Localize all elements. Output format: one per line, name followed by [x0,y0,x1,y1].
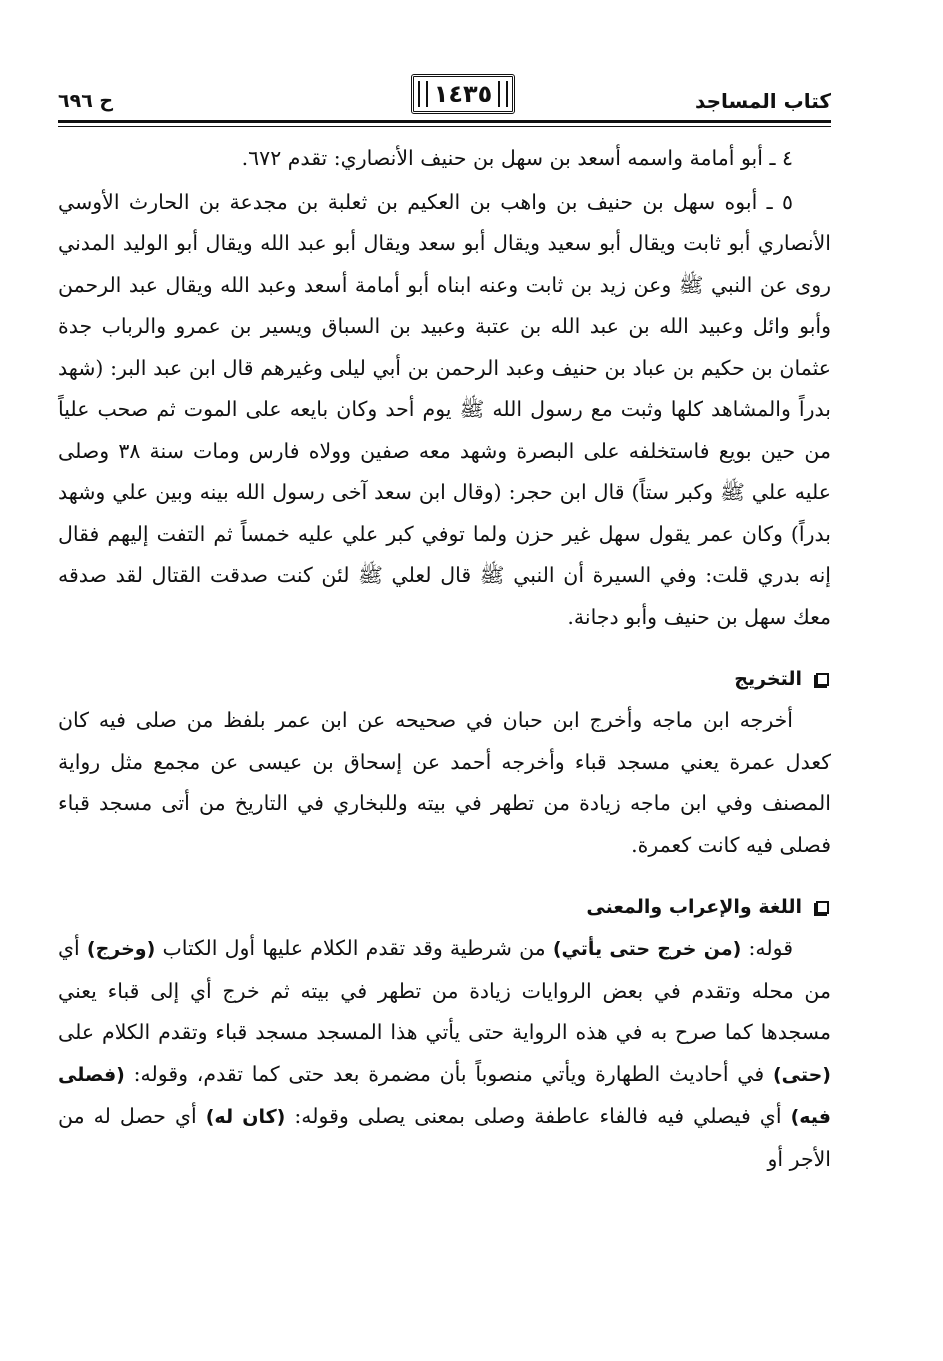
page-content [58,138,831,1180]
lugha-heading-label: اللغة والإعراب والمعنى [586,896,802,918]
hadith-number: ١٤٣٥ [433,80,493,108]
narrator-note-5: ٥ ـ أبوه سهل بن حنيف بن واهب بن العكيم بن ثعلبة بن مجدعة بن الحارث الأوسي الأنصاري أبو ثابت ويقال أبو سعيد ويقال أبو سعد ويقال أبو عبد الله ويقال أبو الوليد المدني روى عن النبي ﷺ وعن زيد بن ثابت وعنه ابناه أبو أمامة أسعد وعبد الله ويقال عبد الرحمن وأبو وائل وعبيد الله بن عبد الله بن عتبة وعبيد بن السباق ويسير بن عمرو والرباب جدة عثمان بن حكيم بن عباد بن حنيف وعبد الرحمن بن أبي ليلى وغيرهم قال ابن عبد البر: (شهد بدراً والمشاهد كلها وثبت مع رسول الله ﷺ يوم أحد وكان بايعه على الموت ثم صحب علياً من حين بويع فاستخلفه على البصرة وشهد معه صفين وولاه فارس ومات سنة ٣٨ وصلى عليه علي ﷺ وكبر ستاً) قال ابن حجر: (وقال ابن سعد آخى رسول الله بينه وبين علي وشهد بدراً) وكان عمر يقول سهل غير حزن ولما توفي كبر علي عليه خمساً ثم التفت إليهم فقال إنه بدري قلت: وفي السيرة أن النبي ﷺ قال لعلي ﷺ لئن كنت صدقت القتال لقد صدقه معك سهل بن حنيف وأبو دجانة. [58,189,831,629]
square-bullet-icon [816,901,829,914]
lugha-segment: أي فيصلي فيه فالفاء عاطفة وصلى بمعنى يصلى وقوله: [285,1104,791,1128]
lugha-keyword: (فصلى فيه) [58,1063,831,1128]
takhrij-heading-label: التخريج [734,668,802,690]
lugha-segment: في أحاديث الطهارة ويأتي منصوباً بأن مضمرة بعد حتى كما تقدم، وقوله: [124,1061,773,1086]
page-header [58,58,831,126]
hadith-number-box [411,74,515,114]
lugha-keyword: (حتى) [772,1063,831,1086]
lugha-heading [58,888,831,926]
lugha-paragraph [58,928,831,1180]
narrator-note-4: ٤ ـ أبو أمامة واسمه أسعد بن سهل بن حنيف الأنصاري: تقدم ٦٧٢. [241,146,793,170]
book-title: كتاب المساجد [695,89,831,113]
lugha-segment: أي من محله وتقدم في بعض الروايات زيادة من تطهر في بيته ثم خرج أي إلى قباء يعني مسجدها كما صرح به في هذه الرواية حتى يأتي هذا المسجد مسجد قباء وتقدم الكلام على [58,936,831,1044]
lugha-segment: من شرطية وقد تقدم الكلام عليها أول الكتاب [155,936,553,960]
takhrij-heading [58,660,831,698]
square-bullet-icon [816,673,829,686]
takhrij-paragraph: أخرجه ابن ماجه وأخرج ابن حبان في صحيحه عن ابن عمر بلفظ من صلى فيه كان كعدل عمرة يعني مسجد قباء وأخرجه أحمد عن إسحاق بن عيسى عن مجمع مثل رواية المصنف وفي ابن ماجه زيادة من تطهر في بيته وللبخاري في التاريخ من أتى مسجد قباء فصلى فيه كانت كعمرة. [58,708,831,857]
lugha-segment: قوله: [741,936,793,960]
lugha-keyword: (وخرج) [86,938,156,960]
lugha-segment: أي حصل له من الأجر أو [58,1104,831,1171]
lugha-keyword: (كان له) [205,1106,286,1128]
header-rule-thin [58,126,831,127]
hadith-reference: ح ٦٩٦ [58,90,114,112]
header-rule-thick [58,120,831,123]
lugha-keyword: (من خرج حتى يأتي) [552,938,742,960]
